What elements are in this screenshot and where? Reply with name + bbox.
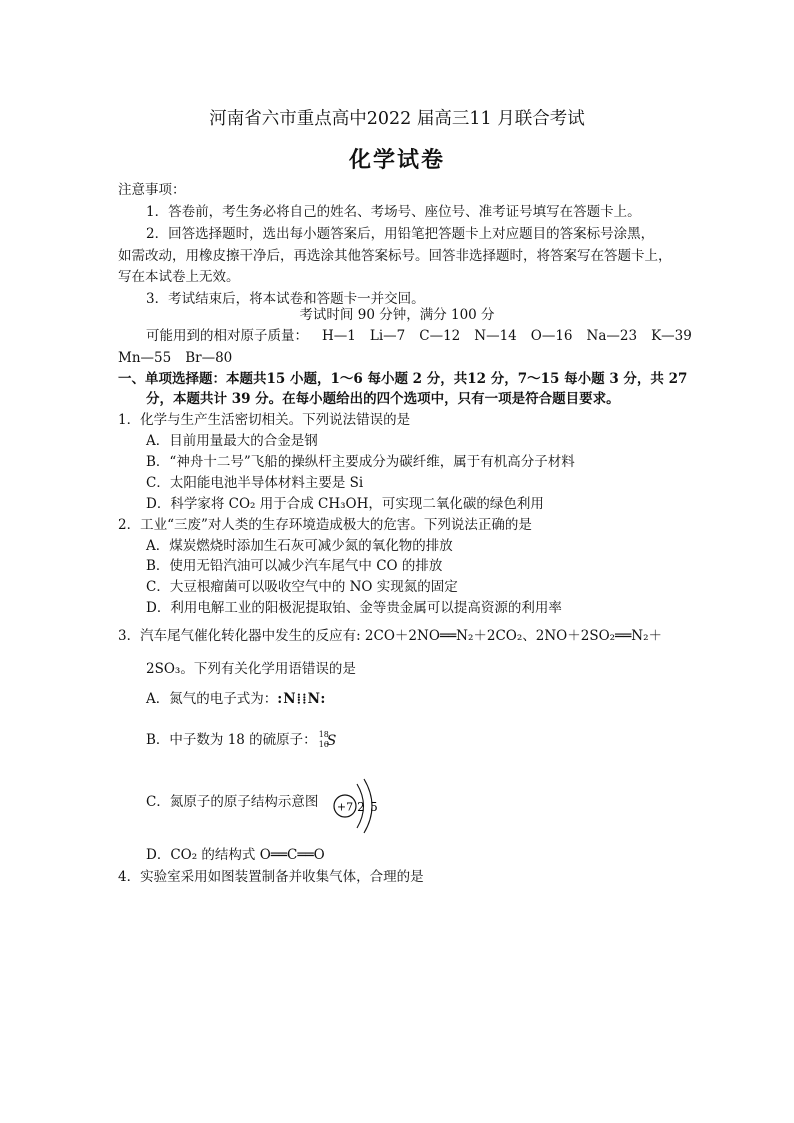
q1-option-d: D．科学家将 CO₂ 用于合成 CH₃OH，可实现二氧化碳的绿色利用 — [146, 496, 544, 512]
q3-option-b — [146, 731, 337, 750]
atomic-masses-line2 — [118, 349, 232, 367]
shell-1-electrons: 2 — [357, 800, 365, 814]
atomic-mass-item: C—12 — [419, 328, 461, 344]
atomic-mass-item: K—39 — [651, 328, 692, 344]
atomic-mass-item: Na—23 — [586, 328, 638, 344]
q2-option-d: D．利用电解工业的阳极泥提取铂、金等贵金属可以提高资源的利用率 — [146, 600, 562, 616]
q4-stem: 4．实验室采用如图装置制备并收集气体，合理的是 — [118, 869, 424, 885]
q2-option-b: B．使用无铅汽油可以减少汽车尾气中 CO 的排放 — [146, 558, 443, 574]
q2-stem: 2．工业“三废”对人类的生存环境造成极大的危害。下列说法正确的是 — [118, 517, 532, 533]
q3-option-b-label: B．中子数为 18 的硫原子： — [146, 732, 317, 748]
notice-heading: 注意事项： — [118, 182, 186, 198]
atomic-masses-line1 — [146, 327, 692, 345]
atomic-mass-item: Li—7 — [369, 328, 406, 344]
sulfur-isotope-symbol: 18 16 S — [318, 729, 337, 749]
atomic-mass-item: N—14 — [474, 328, 517, 344]
section-heading: 一、单项选择题：本题共15 小题，1～6 每小题 2 分，共12 分，7～15 每小题 3 分，共 27 — [118, 371, 688, 387]
section-heading-cont: 分，本题共计 39 分。在每小题给出的四个选项中，只有一项是符合题目要求。 — [146, 391, 620, 407]
q2-option-c: C．大豆根瘤菌可以吸收空气中的 NO 实现氮的固定 — [146, 579, 458, 595]
notice-item-1: 1．答卷前，考生务必将自己的姓名、考场号、座位号、准考证号填写在答题卡上。 — [146, 204, 641, 220]
notice-item-2-cont: 如需改动，用橡皮擦干净后，再选涂其他答案标号。回答非选择题时，将答案写在答题卡上， — [118, 248, 672, 264]
atomic-mass-item: Br—80 — [185, 350, 233, 366]
q2-option-a: A．煤炭燃烧时添加生石灰可减少氮的氧化物的排放 — [146, 538, 453, 554]
exam-title: 河南省六市重点高中2022 届高三11 月联合考试 — [209, 109, 585, 129]
subject-title: 化学试卷 — [348, 147, 445, 173]
exam-info: 考试时间 90 分钟，满分 100 分 — [299, 307, 495, 323]
q3-stem: 3．汽车尾气催化转化器中发生的反应有: 2CO＋2NO══N₂＋2CO₂、2NO＋2SO₂══N₂＋ — [118, 628, 663, 644]
q3-option-a-label: A．氮气的电子式为： — [146, 691, 278, 707]
nitrogen-lewis-formula: :N⁞⁞N: — [277, 691, 327, 707]
shell-2-electrons: 5 — [370, 800, 378, 814]
q3-option-a — [146, 690, 326, 708]
q1-option-a: A．目前用量最大的合金是钢 — [146, 433, 318, 449]
atomic-masses-label: 可能用到的相对原子质量： — [146, 328, 308, 344]
q1-option-b: B．“神舟十二号”飞船的操纵杆主要成分为碳纤维，属于有机高分子材料 — [146, 454, 575, 470]
q3-option-d: D．CO₂ 的结构式 O══C══O — [146, 847, 325, 863]
atomic-mass-item: O—16 — [530, 328, 573, 344]
q1-option-c: C．太阳能电池半导体材料主要是 Si — [146, 475, 364, 491]
nucleus-charge: +7 — [336, 800, 354, 814]
atomic-mass-item: Mn—55 — [118, 350, 172, 366]
nitrogen-atomic-structure-diagram — [330, 776, 385, 836]
q3-stem-cont: 2SO₃。下列有关化学用语错误的是 — [146, 661, 356, 677]
q3-option-c-label: C．氮原子的原子结构示意图 — [146, 794, 319, 810]
q1-stem: 1．化学与生产生活密切相关。下列说法错误的是 — [118, 412, 411, 428]
notice-item-2: 2．回答选择题时，选出每小题答案后，用铅笔把答题卡上对应题目的答案标号涂黑， — [146, 226, 655, 242]
atomic-mass-item: H—1 — [322, 328, 356, 344]
notice-item-3: 3．考试结束后，将本试卷和答题卡一并交回。 — [146, 291, 425, 307]
notice-item-2-end: 写在本试卷上无效。 — [118, 269, 240, 285]
